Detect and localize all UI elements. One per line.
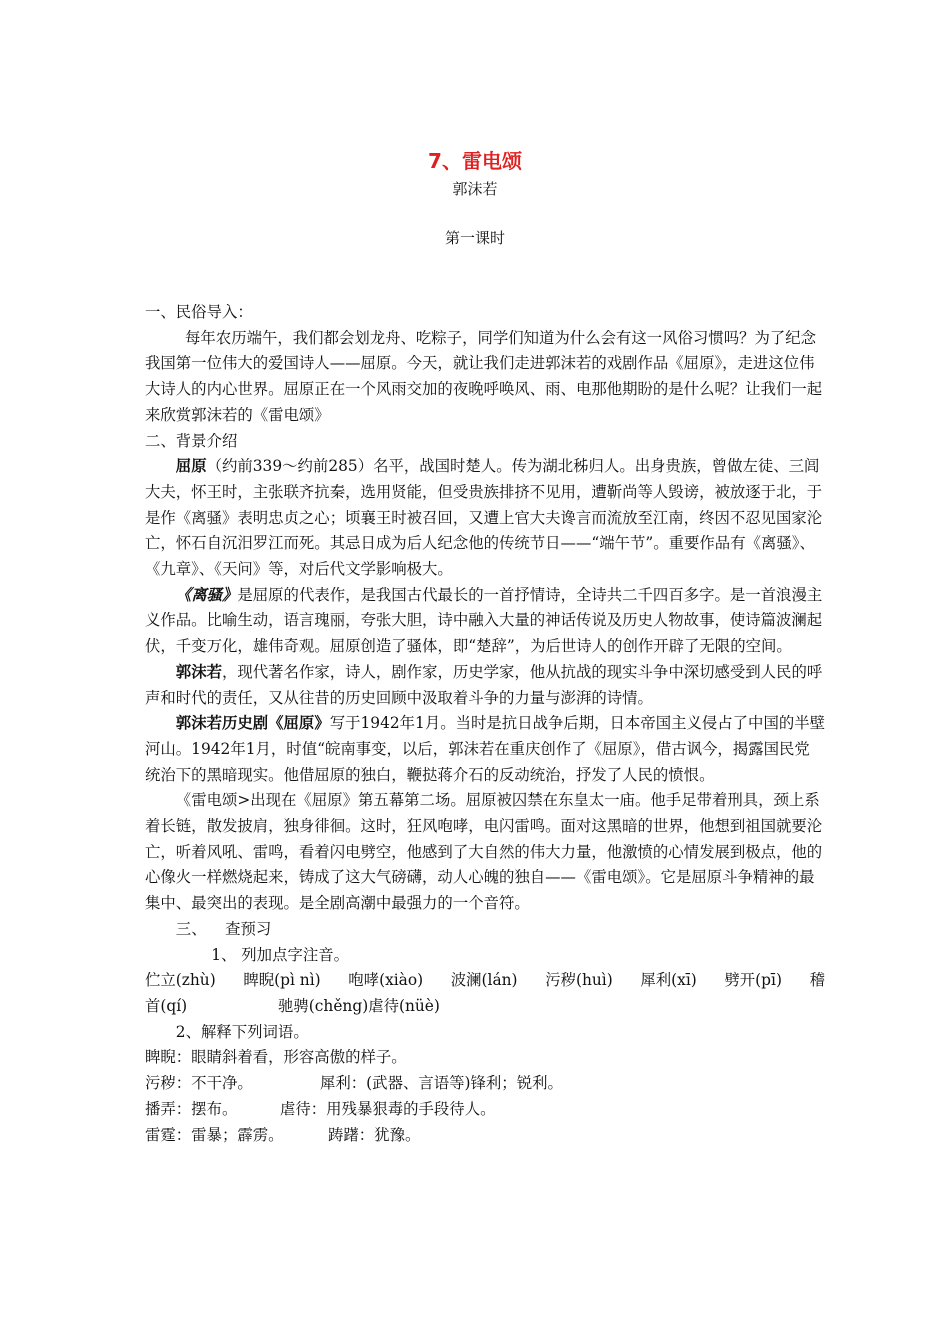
guomoruo-term: 郭沫若 [175, 662, 222, 681]
pinyin-line-2 [145, 994, 825, 1020]
pinyin-item: 劈开(pī) [724, 971, 782, 990]
definition: 污秽：不干净。 [145, 1074, 253, 1093]
quyuan-text: （约前339～约前285）名平，战国时楚人。传为湖北秭归人。出身贵族，曾做左徒、三闾大夫，怀王时，主张联齐抗秦，选用贤能，但受贵族排挤不见用，遭靳尚等人毁谤，被放逐于北，于是作《离骚》表明忠贞之心；顷襄王时被召回，又遭上官大夫谗言而流放至江南，终因不忍见国家沦亡，怀石自沉汨罗江而死。其忌日成为后人纪念他的传统节日——“端午节”。重要作品有《离骚》、《九章》、《天问》等，对后代文学影响极大。 [145, 457, 823, 579]
lesson-label: 第一课时 [444, 229, 505, 247]
section-heading-3 [145, 917, 825, 943]
pinyin-item: 咆哮(xiào) [348, 971, 424, 990]
pinyin-item: 犀利(xī) [640, 971, 697, 990]
intro-paragraph: 每年农历端午，我们都会划龙舟、吃粽子，同学们知道为什么会有这一风俗习惯吗？为了纪念我国第一位伟大的爱国诗人——屈原。今天，就让我们走进郭沫若的戏剧作品《屈原》，走进这位伟大诗人的内心世界。屈原正在一个风雨交加的夜晚呼唤风、雨、电那他期盼的是什么呢？让我们一起来欣赏郭沫若的《雷电颂》 [145, 328, 823, 424]
definition: 踌躇：犹豫。 [328, 1125, 421, 1144]
item-1-heading: 1、 列加点字注音。 [211, 945, 350, 964]
pinyin-item: 睥睨(pì nì) [243, 971, 321, 990]
lisao-term: 《离骚》 [175, 585, 238, 604]
guomoruo-text: ，现代著名作家，诗人，剧作家，历史学家，他从抗战的现实斗争中深切感受到人民的呼声和时代的责任，又从往昔的历史回顾中汲取着斗争的力量与澎湃的诗情。 [145, 662, 823, 707]
section-3-title: 查预习 [225, 919, 272, 938]
lisao-text: 是屈原的代表作，是我国古代最长的一首抒情诗，全诗共二千四百多字。是一首浪漫主义作品。比喻生动，语言瑰丽，夸张大胆，诗中融入大量的神话传说及历史人物故事，使诗篇波澜起伏，千变万化，雄伟奇观。屈原创造了骚体，即“楚辞”，为后世诗人的创作开辟了无限的空间。 [145, 585, 823, 656]
pinyin-item: 首(qí) [145, 996, 188, 1015]
item-2-heading: 2、解释下列词语。 [175, 1022, 309, 1041]
pinyin-item: 稽 [809, 971, 825, 990]
author-name: 郭沫若 [452, 180, 498, 198]
drama-paragraph [145, 711, 825, 788]
leidiansong-paragraph: 《雷电颂>出现在《屈原》第五幕第二场。屈原被囚禁在东皇太一庙。他手足带着刑具，颈上系着长链，散发披肩，独身徘徊。这时，狂风咆哮，电闪雷鸣。面对这黑暗的世界，他想到祖国就要沦亡，听着风吼、雷鸣，看着闪电劈空，他感到了大自然的伟大力量，他激愤的心情发展到极点，他的心像火一样燃烧起来，铸成了这大气磅礴，动人心魄的独自——《雷电颂》。它是屈原斗争精神的最集中、最突出的表现。是全剧高潮中最强力的一个音符。 [145, 791, 823, 913]
document-title: 7、雷电颂 [428, 149, 522, 173]
drama-text: 写于1942年1月。当时是抗日战争后期，日本帝国主义侵占了中国的半壁河山。1942年1月，时值“皖南事变，以后，郭沫若在重庆创作了《屈原》，借古讽今，揭露国民党统治下的黑暗现实。他借屈原的独白，鞭挞蒋介石的反动统治，抒发了人民的愤恨。 [145, 714, 826, 784]
lisao-paragraph [145, 583, 825, 660]
pinyin-item: 波澜(lán) [450, 971, 518, 990]
section-3-number: 三、 [175, 919, 207, 938]
quyuan-paragraph [145, 454, 825, 583]
guomoruo-paragraph [145, 660, 825, 711]
pinyin-line-1 [145, 968, 825, 994]
definition-line [145, 1071, 825, 1097]
definition-line [145, 1045, 825, 1071]
definition: 犀利：(武器、言语等)锋利；锐利。 [320, 1074, 563, 1093]
definition-line [145, 1123, 825, 1149]
section-heading-1: 一、民俗导入： [145, 303, 253, 321]
definition-line [145, 1097, 825, 1123]
section-heading-2: 二、背景介绍 [145, 431, 238, 450]
document-body [145, 300, 825, 1148]
definition: 虐待：用残暴狠毒的手段待人。 [280, 1099, 496, 1118]
pinyin-item: 伫立(zhù) [145, 971, 216, 990]
definition: 播弄：摆布。 [145, 1099, 238, 1118]
quyuan-term: 屈原 [175, 457, 207, 476]
drama-term: 郭沫若历史剧《屈原》 [175, 714, 330, 733]
pinyin-item: 驰骋(chěng)虐待(nüè) [278, 996, 440, 1015]
pinyin-item: 污秽(huì) [545, 971, 613, 990]
definition: 睥睨：眼睛斜着看，形容高傲的样子。 [145, 1048, 407, 1067]
definition: 雷霆：雷暴；霹雳。 [145, 1125, 284, 1144]
